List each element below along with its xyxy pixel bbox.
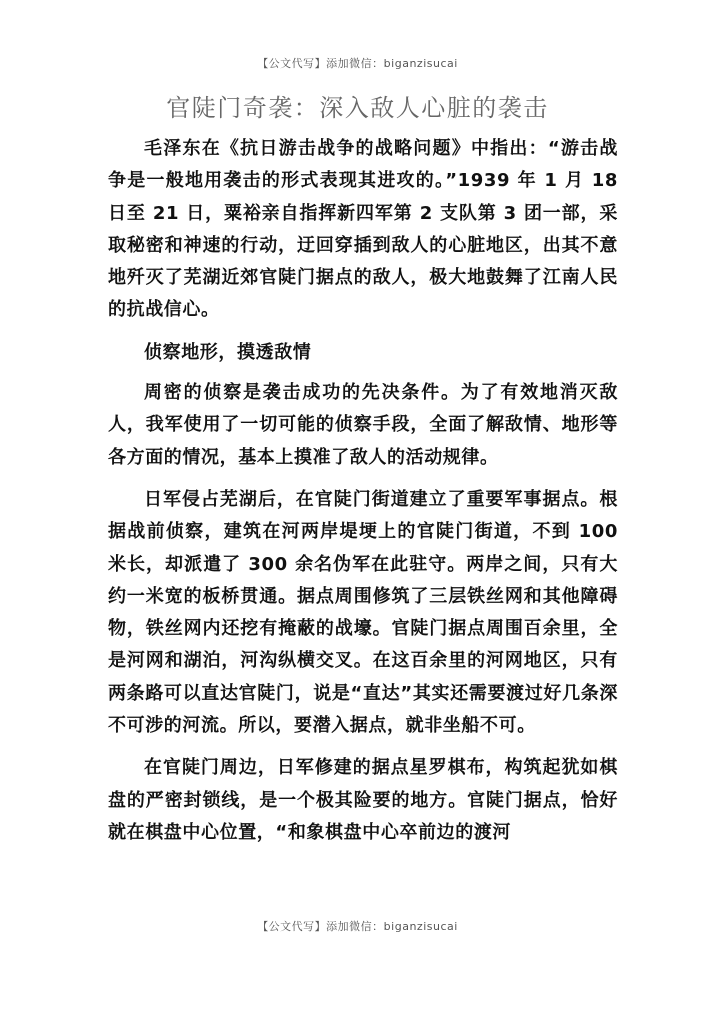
article-body <box>108 133 618 859</box>
article-title: 官陡门奇袭：深入敌人心脏的袭击 <box>166 94 549 122</box>
paragraph-blockade: 在官陡门周边，日军修建的据点星罗棋布，构筑起犹如棋盘的严密封锁线，是一个极其险要的地方。官陡门据点，恰好就在棋盘中心位置，“和象棋盘中心卒前边的渡河 <box>108 757 618 843</box>
footer-watermark-note: 【公文代写】添加微信：biganzisucai <box>257 920 458 933</box>
paragraph-recon: 周密的侦察是袭击成功的先决条件。为了有效地消灭敌人，我军使用了一切可能的侦察手段，全面了解敌情、地形等各方面的情况，基本上摸准了敌人的活动规律。 <box>108 382 618 468</box>
paragraph-intro: 毛泽东在《抗日游击战争的战略问题》中指出：“游击战争是一般地用袭击的形式表现其进攻的。”1939 年 1 月 18 日至 21 日，粟裕亲自指挥新四军第 2 支队第 3 团一部，采取秘密和神速的行动，迂回穿插到敌人的心脏地区，出其不意地歼灭了芜湖近郊官陡门据点的敌人，极大地鼓舞了江南人民的抗战信心。 <box>108 138 618 321</box>
paragraph-stronghold: 日军侵占芜湖后，在官陡门街道建立了重要军事据点。根据战前侦察，建筑在河两岸堤埂上的官陡门街道，不到 100 米长，却派遣了 300 余名伪军在此驻守。两岸之间，只有大约一米宽的板桥贯通。据点周围修筑了三层铁丝网和其他障碍物，铁丝网内还挖有掩蔽的战壕。官陡门据点周围百余里，全是河网和湖泊，河沟纵横交叉。在这百余里的河网地区，只有两条路可以直达官陡门，说是“直达”其实还需要渡过好几条深不可涉的河流。所以，要潜入据点，就非坐船不可。 <box>108 488 618 737</box>
section-heading: 侦察地形，摸透敌情 <box>144 341 312 363</box>
header-watermark-note: 【公文代写】添加微信：biganzisucai <box>257 57 458 70</box>
